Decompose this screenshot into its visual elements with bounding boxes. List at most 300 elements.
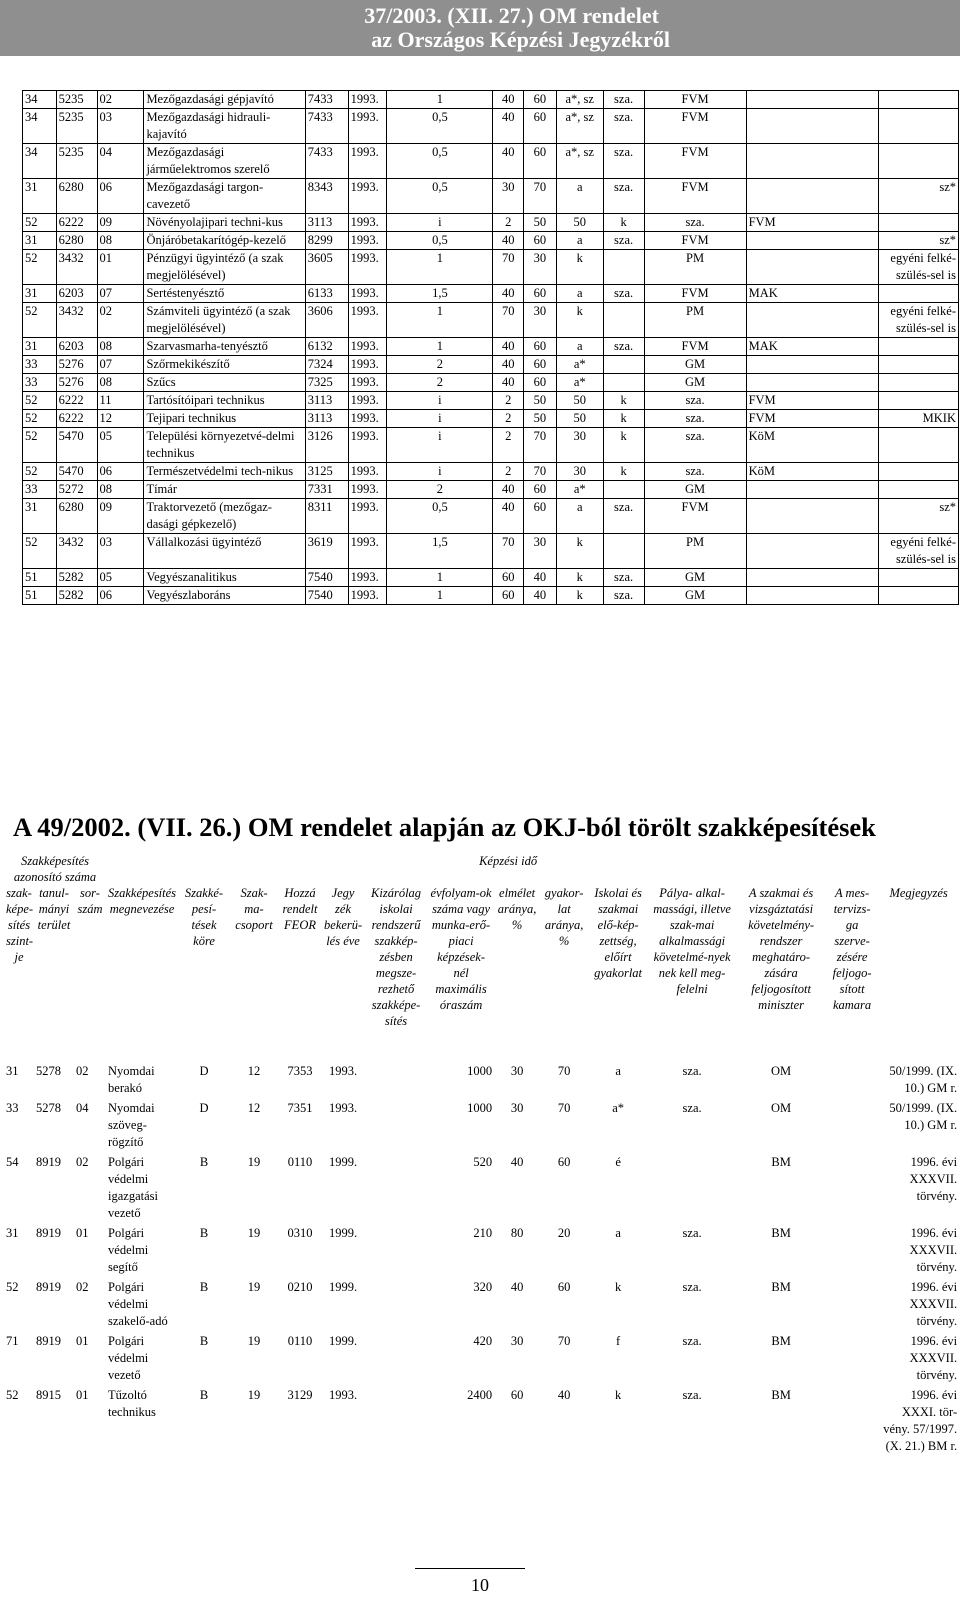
- qualifications-table: [22, 90, 959, 605]
- table-cell: [826, 1154, 878, 1225]
- table-cell: 320: [473, 1280, 493, 1294]
- column-header: tanul-mányi terület: [37, 886, 71, 932]
- column-header: Hozzá rendelt FEOR: [282, 886, 318, 932]
- table-row: [4, 1100, 959, 1154]
- table-cell: 1993.: [328, 1101, 358, 1115]
- table-cell: BM: [771, 1280, 791, 1294]
- table-cell: 60: [524, 109, 557, 144]
- table-cell: 5272: [56, 481, 97, 499]
- table-cell: [746, 179, 879, 214]
- table-cell: k: [614, 1280, 622, 1294]
- table-cell: 01: [97, 250, 144, 285]
- table-cell: 1993.: [348, 392, 387, 410]
- table-cell: [826, 1333, 878, 1387]
- table-cell: OM: [771, 1064, 792, 1078]
- table-cell: 33: [6, 1101, 19, 1115]
- table-cell: 6132: [305, 338, 348, 356]
- table-cell: FVM: [746, 214, 879, 232]
- table-cell: 1993.: [348, 569, 387, 587]
- table-cell: 7324: [305, 356, 348, 374]
- table-cell: 1993.: [348, 499, 387, 534]
- table-cell: 1993.: [348, 232, 387, 250]
- table-cell: [879, 338, 959, 356]
- table-cell: FVM: [746, 392, 879, 410]
- table-cell: k: [556, 303, 603, 338]
- table-cell: a: [556, 285, 603, 303]
- table-cell: 5235: [56, 144, 97, 179]
- table-cell: k: [556, 250, 603, 285]
- table-cell: 1993.: [348, 356, 387, 374]
- table-cell: 0,5: [387, 232, 493, 250]
- table-cell: 50/1999. (IX. 10.) GM r.: [889, 1064, 958, 1095]
- table-cell: 8311: [305, 499, 348, 534]
- table-cell: 09: [97, 214, 144, 232]
- table-cell: 40: [510, 1155, 524, 1169]
- table-cell: Települési környezetvé-delmi technikus: [144, 428, 305, 463]
- table-cell: 30: [556, 428, 603, 463]
- table-row: [23, 410, 959, 428]
- table-cell: sza.: [603, 285, 644, 303]
- table-cell: 08: [97, 374, 144, 392]
- table-cell: 1993.: [348, 534, 387, 569]
- table-cell: 8915: [36, 1388, 61, 1402]
- table-cell: 05: [97, 569, 144, 587]
- table-cell: a*: [556, 481, 603, 499]
- table-cell: 07: [97, 285, 144, 303]
- table-cell: 7331: [305, 481, 348, 499]
- table-cell: 3126: [305, 428, 348, 463]
- column-header: A szakmai és vizsgáztatási követelmény-rendszer meghatáro-zására feljogosított miniszter: [748, 886, 815, 1012]
- table-cell: PM: [644, 303, 746, 338]
- table-cell: 60: [557, 1280, 571, 1294]
- table-cell: 52: [23, 303, 57, 338]
- table-cell: [364, 1063, 428, 1100]
- table-cell: [746, 356, 879, 374]
- table-cell: 1993.: [328, 1064, 358, 1078]
- table-cell: 12: [247, 1064, 261, 1078]
- table-cell: 12: [97, 410, 144, 428]
- table-cell: 7433: [305, 91, 348, 109]
- table-cell: 6203: [56, 338, 97, 356]
- table-cell: Tejipari technikus: [144, 410, 305, 428]
- table-cell: [648, 1154, 736, 1225]
- table-cell: 30: [524, 303, 557, 338]
- column-header: elmélet aránya, %: [497, 886, 537, 932]
- table-cell: [603, 250, 644, 285]
- column-header: sor-szám: [77, 886, 103, 916]
- table-cell: [746, 109, 879, 144]
- table-cell: Polgári védelmi vezető: [108, 1334, 149, 1382]
- table-cell: FVM: [644, 179, 746, 214]
- table-cell: Önjáróbetakarítógép-kezelő: [144, 232, 305, 250]
- table-cell: 1000: [467, 1064, 493, 1078]
- table-cell: 60: [524, 356, 557, 374]
- page-header-banner: [0, 0, 960, 56]
- table-cell: 40: [493, 91, 524, 109]
- table-cell: 1993.: [348, 410, 387, 428]
- table-cell: 1993.: [348, 285, 387, 303]
- table-cell: Mezőgazdasági targon-cavezető: [144, 179, 305, 214]
- table-cell: k: [603, 463, 644, 481]
- table-row: [4, 1154, 959, 1225]
- table-cell: 1996. évi XXXVII. törvény.: [909, 1155, 958, 1203]
- table-cell: [879, 91, 959, 109]
- table-cell: sza.: [603, 338, 644, 356]
- table-cell: k: [603, 392, 644, 410]
- table-cell: 04: [97, 144, 144, 179]
- table-cell: Mezőgazdasági hidrauli-kajavító: [144, 109, 305, 144]
- header-subtitle: az Országos Képzési Jegyzékről: [371, 27, 670, 52]
- table-cell: sza.: [603, 499, 644, 534]
- table-cell: 210: [473, 1226, 493, 1240]
- table-cell: 6133: [305, 285, 348, 303]
- table-cell: 07: [97, 356, 144, 374]
- table-cell: a*: [612, 1101, 624, 1115]
- table-cell: 70: [524, 463, 557, 481]
- table-cell: 3113: [305, 392, 348, 410]
- table-cell: 34: [23, 91, 57, 109]
- table-cell: 60: [524, 232, 557, 250]
- table-cell: 3606: [305, 303, 348, 338]
- table-cell: a*, sz: [556, 91, 603, 109]
- table-cell: FVM: [644, 338, 746, 356]
- column-header: Szakképesítés megnevezése: [108, 886, 177, 916]
- table-cell: 8919: [36, 1280, 61, 1294]
- table-cell: FVM: [644, 144, 746, 179]
- table-cell: D: [199, 1101, 209, 1115]
- deleted-qualifications-heading: A 49/2002. (VII. 26.) OM rendelet alapján az OKJ-ból törölt szakképesítések: [13, 812, 876, 842]
- table-cell: 1993.: [328, 1388, 358, 1402]
- table-cell: [603, 303, 644, 338]
- table-cell: sza.: [682, 1226, 702, 1240]
- table-cell: 12: [247, 1101, 261, 1115]
- table-cell: 8919: [36, 1226, 61, 1240]
- table-cell: Vegyészlaboráns: [144, 587, 305, 605]
- table-row: [23, 109, 959, 144]
- table-cell: egyéni felké-szülés-sel is: [879, 303, 959, 338]
- column-header: szak-képe-sítés szint-je: [6, 886, 34, 964]
- table-cell: 1993.: [348, 428, 387, 463]
- table-cell: i: [387, 410, 493, 428]
- table-cell: PM: [644, 534, 746, 569]
- table-cell: 30: [493, 179, 524, 214]
- table-cell: 1993.: [348, 144, 387, 179]
- table-cell: 0310: [287, 1226, 313, 1240]
- table-cell: 1000: [467, 1101, 493, 1115]
- table-cell: 08: [97, 232, 144, 250]
- table-cell: FVM: [644, 232, 746, 250]
- table-cell: k: [603, 410, 644, 428]
- table-cell: 2: [493, 214, 524, 232]
- table-cell: 2: [493, 463, 524, 481]
- table-cell: [746, 91, 879, 109]
- table-cell: 6203: [56, 285, 97, 303]
- table-cell: 1,5: [387, 285, 493, 303]
- table-cell: 60: [524, 91, 557, 109]
- table-cell: k: [556, 569, 603, 587]
- table-cell: 19: [247, 1155, 261, 1169]
- table-cell: 60: [524, 144, 557, 179]
- table-cell: 06: [97, 463, 144, 481]
- header-spacer: [588, 853, 959, 885]
- table-cell: 1996. évi XXXI. tör-vény. 57/1997. (X. 21.) BM r.: [883, 1388, 958, 1453]
- page-number: 10: [471, 1575, 489, 1595]
- table-cell: sza.: [603, 91, 644, 109]
- table-cell: 31: [23, 285, 57, 303]
- table-row: [23, 214, 959, 232]
- table-cell: [826, 1279, 878, 1333]
- table-cell: 60: [557, 1155, 571, 1169]
- table-cell: [879, 392, 959, 410]
- table-cell: k: [556, 587, 603, 605]
- table-cell: 70: [493, 303, 524, 338]
- table-cell: a: [615, 1226, 621, 1240]
- table-cell: 40: [493, 232, 524, 250]
- header-group-id: Szakképesítés azonosító száma: [13, 854, 97, 884]
- table-cell: Pénzügyi ügyintéző (a szak megjelölésével): [144, 250, 305, 285]
- table-cell: BM: [771, 1155, 791, 1169]
- table-cell: 3113: [305, 410, 348, 428]
- table-cell: 0110: [287, 1155, 313, 1169]
- table-cell: B: [199, 1334, 209, 1348]
- table-cell: 520: [473, 1155, 493, 1169]
- table-cell: 1993.: [348, 214, 387, 232]
- table-cell: 6280: [56, 179, 97, 214]
- table-cell: B: [199, 1280, 209, 1294]
- table-cell: Polgári védelmi szakelő-adó: [108, 1280, 168, 1328]
- table-cell: 3605: [305, 250, 348, 285]
- table-cell: sza.: [682, 1101, 702, 1115]
- table-cell: 40: [510, 1280, 524, 1294]
- table-cell: 3113: [305, 214, 348, 232]
- table-cell: 11: [97, 392, 144, 410]
- table-cell: [746, 250, 879, 285]
- column-header: A mes-tervizs-ga szerve-zésére feljogo-sított kamara: [832, 886, 872, 1012]
- table-cell: GM: [644, 481, 746, 499]
- table-cell: 60: [524, 481, 557, 499]
- table-cell: MKIK: [879, 410, 959, 428]
- table-cell: FVM: [746, 410, 879, 428]
- table-cell: 52: [6, 1388, 19, 1402]
- column-header: Megjegyzés: [889, 886, 948, 900]
- table-cell: 1: [387, 587, 493, 605]
- table-cell: 04: [76, 1101, 89, 1115]
- table-cell: 52: [23, 392, 57, 410]
- table-cell: [603, 356, 644, 374]
- table-cell: Növényolajipari techni-kus: [144, 214, 305, 232]
- table-cell: 7351: [287, 1101, 313, 1115]
- table-cell: 06: [97, 587, 144, 605]
- page-number-rule: [415, 1568, 525, 1569]
- table-cell: 70: [493, 250, 524, 285]
- table-cell: 31: [23, 338, 57, 356]
- table-cell: Mezőgazdasági gépjavító: [144, 91, 305, 109]
- table-cell: k: [603, 214, 644, 232]
- table-cell: 1996. évi XXXVII. törvény.: [909, 1280, 958, 1328]
- table-cell: 31: [23, 232, 57, 250]
- table-cell: FVM: [644, 91, 746, 109]
- table-row: [23, 587, 959, 605]
- table-cell: 02: [97, 91, 144, 109]
- table-cell: 1993.: [348, 481, 387, 499]
- column-header: Kizárólag iskolai rendszerű szakkép-zésben megsze-rezhető szakképe-sítés: [371, 886, 422, 1028]
- table-cell: 60: [510, 1388, 524, 1402]
- table-cell: 70: [524, 428, 557, 463]
- table-cell: 33: [23, 481, 57, 499]
- table-row: [4, 1333, 959, 1387]
- table-cell: 60: [524, 285, 557, 303]
- column-header: Szakké-pesí-tések köre: [184, 886, 224, 948]
- table-cell: sza.: [682, 1280, 702, 1294]
- table-cell: 01: [76, 1226, 89, 1240]
- table-row: [23, 428, 959, 463]
- table-cell: [879, 569, 959, 587]
- table-cell: 1993.: [348, 250, 387, 285]
- table-cell: D: [199, 1064, 209, 1078]
- table-row: [23, 374, 959, 392]
- table-cell: 40: [493, 144, 524, 179]
- column-header: gyakor-lat aránya, %: [544, 886, 584, 948]
- table-cell: 5278: [36, 1101, 61, 1115]
- column-header: Iskolai és szakmai elő-kép-zettség, előírt gyakorlat: [594, 886, 643, 980]
- table-cell: sz*: [879, 179, 959, 214]
- table-cell: Szőrmekikészítő: [144, 356, 305, 374]
- table-cell: GM: [644, 587, 746, 605]
- table-cell: 7540: [305, 569, 348, 587]
- table-cell: 5235: [56, 109, 97, 144]
- table-cell: 52: [23, 428, 57, 463]
- table-cell: 1993.: [348, 91, 387, 109]
- table-cell: 1993.: [348, 463, 387, 481]
- table-cell: sza.: [682, 1334, 702, 1348]
- table-cell: sz*: [879, 232, 959, 250]
- table-cell: [879, 144, 959, 179]
- table-cell: 19: [247, 1334, 261, 1348]
- table-cell: 2400: [467, 1388, 493, 1402]
- table-cell: 2: [493, 392, 524, 410]
- table-cell: 1999.: [328, 1280, 358, 1294]
- table-cell: 30: [556, 463, 603, 481]
- table-cell: [746, 534, 879, 569]
- table-cell: 1: [387, 91, 493, 109]
- table-cell: [826, 1100, 878, 1154]
- table-cell: 1993.: [348, 179, 387, 214]
- table-cell: 52: [23, 534, 57, 569]
- table-cell: FVM: [644, 285, 746, 303]
- table-cell: 40: [493, 374, 524, 392]
- table-cell: Tűzoltó technikus: [108, 1388, 156, 1419]
- table-cell: Számviteli ügyintéző (a szak megjelölésével): [144, 303, 305, 338]
- table-cell: [879, 356, 959, 374]
- table-cell: [879, 428, 959, 463]
- table-cell: 70: [493, 534, 524, 569]
- table-cell: BM: [771, 1334, 791, 1348]
- column-header: évfolyam-ok száma vagy munka-erő- piaci képzések-nél maximális óraszám: [430, 886, 492, 1012]
- header-title: 37/2003. (XII. 27.) OM rendelet: [364, 3, 659, 28]
- table-cell: 0,5: [387, 499, 493, 534]
- table-cell: 5278: [36, 1064, 61, 1078]
- table-cell: 08: [97, 481, 144, 499]
- table-cell: 3432: [56, 303, 97, 338]
- table-cell: egyéni felké-szülés-sel is: [879, 534, 959, 569]
- table-cell: Szűcs: [144, 374, 305, 392]
- table-cell: 52: [23, 214, 57, 232]
- table-cell: 60: [493, 569, 524, 587]
- table-cell: a*: [556, 374, 603, 392]
- table-cell: 19: [247, 1280, 261, 1294]
- table-cell: 1993.: [348, 587, 387, 605]
- table-cell: 05: [97, 428, 144, 463]
- table-cell: 6222: [56, 214, 97, 232]
- table-cell: 2: [387, 481, 493, 499]
- table-cell: [364, 1225, 428, 1279]
- table-cell: 40: [524, 569, 557, 587]
- table-cell: 06: [97, 179, 144, 214]
- table-cell: [826, 1387, 878, 1458]
- table-cell: B: [199, 1226, 209, 1240]
- table-cell: 5235: [56, 91, 97, 109]
- table-cell: Polgári védelmi segítő: [108, 1226, 149, 1274]
- table-cell: [603, 374, 644, 392]
- table-cell: [879, 374, 959, 392]
- table-cell: Nyomdai szöveg-rögzítő: [108, 1101, 155, 1149]
- table-cell: 8919: [36, 1155, 61, 1169]
- table-row: [23, 481, 959, 499]
- table-row: [23, 338, 959, 356]
- table-cell: 6280: [56, 232, 97, 250]
- table-cell: i: [387, 463, 493, 481]
- table-cell: a: [556, 338, 603, 356]
- table-cell: 1: [387, 338, 493, 356]
- table-cell: 70: [557, 1334, 571, 1348]
- table-cell: 1999.: [328, 1155, 358, 1169]
- table-cell: 02: [76, 1064, 89, 1078]
- table-cell: 40: [557, 1388, 571, 1402]
- table-cell: 08: [97, 338, 144, 356]
- table-cell: a*, sz: [556, 144, 603, 179]
- table-cell: [746, 144, 879, 179]
- table-cell: 5276: [56, 374, 97, 392]
- table-cell: sza.: [644, 410, 746, 428]
- table-cell: 5470: [56, 428, 97, 463]
- table-row: [23, 232, 959, 250]
- table-cell: 50: [524, 392, 557, 410]
- table-cell: f: [616, 1334, 621, 1348]
- table-row: [23, 303, 959, 338]
- table-cell: [746, 481, 879, 499]
- table-cell: k: [614, 1388, 622, 1402]
- table-cell: 1996. évi XXXVII. törvény.: [909, 1334, 958, 1382]
- table-cell: B: [199, 1155, 209, 1169]
- table-cell: sza.: [682, 1388, 702, 1402]
- table-cell: [879, 463, 959, 481]
- table-cell: 1999.: [328, 1226, 358, 1240]
- table-cell: 8299: [305, 232, 348, 250]
- table-cell: PM: [644, 250, 746, 285]
- table-cell: egyéni felké-szülés-sel is: [879, 250, 959, 285]
- table-cell: k: [603, 428, 644, 463]
- table-cell: a: [615, 1064, 621, 1078]
- table-cell: sza.: [644, 428, 746, 463]
- table-cell: MAK: [746, 338, 879, 356]
- table-cell: 19: [247, 1388, 261, 1402]
- table-cell: 1993.: [348, 303, 387, 338]
- table-cell: 31: [6, 1226, 19, 1240]
- table-cell: 52: [6, 1280, 19, 1294]
- table-cell: sza.: [644, 463, 746, 481]
- table-cell: Traktorvezető (mezőgaz-dasági gépkezelő): [144, 499, 305, 534]
- table-cell: [364, 1100, 428, 1154]
